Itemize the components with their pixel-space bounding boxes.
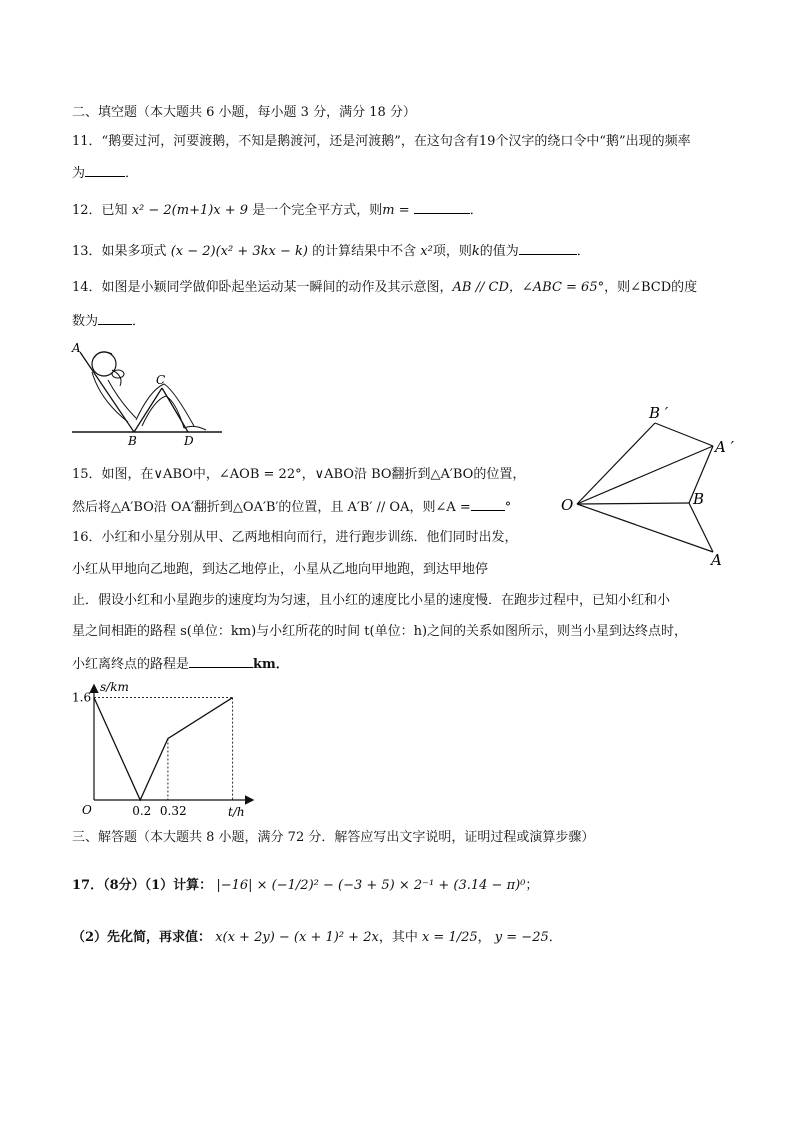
hair — [94, 352, 112, 358]
q15-answer-blank[interactable] — [471, 497, 505, 511]
origin-label: O — [82, 803, 92, 817]
q17-part1-expression: |−16| × (−1/2)² − (−3 + 5) × 2⁻¹ + (3.14 − π)⁰ — [216, 878, 526, 893]
q12-expression: x² − 2(m+1)x + 9 — [131, 203, 249, 218]
leg-inner — [142, 396, 184, 428]
q15-line2: 然后将△A′BO沿 OA′翻折到△OA′B′的位置，且 A′B′ // OA，则∠A = ° — [72, 497, 511, 517]
foot — [184, 426, 206, 430]
label-b-prime: B ′ — [649, 404, 669, 422]
q14-line1: 14．如图是小颖同学做仰卧起坐运动某一瞬间的动作及其示意图，AB // CD，∠ABC = 65°，则∠BCD的度 — [72, 280, 698, 295]
q11-answer-blank[interactable] — [85, 163, 125, 177]
q14-line2: 数为 ． — [72, 311, 145, 331]
q16-line3: 止．假设小红和小星跑步的速度均为匀速，且小红的速度比小星的速度慢．在跑步过程中，已知小红和小 — [72, 593, 671, 608]
q15-line1: 15．如图，在∨ABO中，∠AOB = 22°，∨ABO沿 BO翻折到△A′BO的位置， — [72, 467, 526, 482]
label-b: B — [128, 434, 137, 448]
section-2-title: 二、填空题（本大题共 6 小题，每小题 3 分，满分 18 分） — [72, 105, 416, 120]
label-a: A — [711, 551, 722, 569]
q17-y-value: y = −25 — [494, 930, 549, 945]
section-3-title: 三、解答题（本大题共 8 小题，满分 72 分．解答应写出文字说明，证明过程或演算步骤） — [72, 830, 595, 845]
x-tick-0.2: 0.2 — [132, 804, 152, 818]
q16-line4: 星之间相距的路程 s(单位：km)与小红所花的时间 t(单位：h)之间的关系如图所示，则当小星到达终点时， — [72, 624, 688, 639]
q16-distance-time-chart — [70, 680, 260, 820]
q14-situp-figure — [70, 340, 225, 450]
q12-answer-blank[interactable] — [414, 200, 470, 214]
label-a-prime: A ′ — [715, 438, 735, 456]
q16-line5: 小红离终点的路程是 km． — [72, 654, 289, 674]
q11-line1: 11．“鹅要过河，河要渡鹅，不知是鹅渡河，还是河渡鹅”，在这句含有19个汉字的绕口令中“鹅”出现的频率 — [72, 134, 691, 149]
q13: 13．如果多项式 (x − 2)(x² + 3kx − k) 的计算结果中不含 x²项，则k的值为 ． — [72, 241, 590, 261]
label-d: D — [184, 434, 194, 448]
y-axis-label: s/km — [100, 680, 129, 694]
q17-x-value: x = 1/25 — [421, 930, 478, 945]
q16-answer-blank[interactable] — [189, 654, 253, 668]
segment-cd — [162, 388, 188, 432]
x-axis-label: t/h — [228, 805, 245, 819]
label-o: O — [561, 496, 574, 514]
q17-part1: 17．（8分）（1）计算： |−16| × (−1/2)² − (−3 + 5) × 2⁻¹ + (3.14 − π)⁰； — [72, 878, 539, 893]
label-a: A — [72, 341, 81, 355]
series-line — [94, 698, 233, 800]
label-c: C — [156, 373, 166, 387]
q17-part2-expression: x(x + 2y) − (x + 1)² + 2x — [215, 930, 379, 945]
q12: 12．已知 x² − 2(m+1)x + 9 是一个完全平方式，则m = ． — [72, 200, 483, 220]
x-tick-0.32: 0.32 — [159, 804, 187, 818]
q13-answer-blank[interactable] — [519, 241, 577, 255]
q15-fold-figure — [555, 402, 755, 574]
q13-expression: (x − 2)(x² + 3kx − k) — [170, 244, 308, 259]
segment-bc — [134, 388, 162, 432]
q16-line1: 16．小红和小星分别从甲、乙两地相向而行，进行跑步训练．他们同时出发， — [72, 530, 518, 545]
q17-part2: （2）先化简，再求值： x(x + 2y) − (x + 1)² + 2x，其中 x = 1/25， y = −25． — [72, 930, 562, 945]
q16-line2: 小红从甲地向乙地跑，到达乙地停止，小星从乙地向甲地跑，到达甲地停 — [72, 562, 489, 577]
label-b: B — [693, 490, 705, 508]
q14-answer-blank[interactable] — [98, 311, 132, 325]
q11-line2: 为 ． — [72, 163, 138, 183]
y-tick-1.6: 1.6 — [72, 690, 92, 705]
